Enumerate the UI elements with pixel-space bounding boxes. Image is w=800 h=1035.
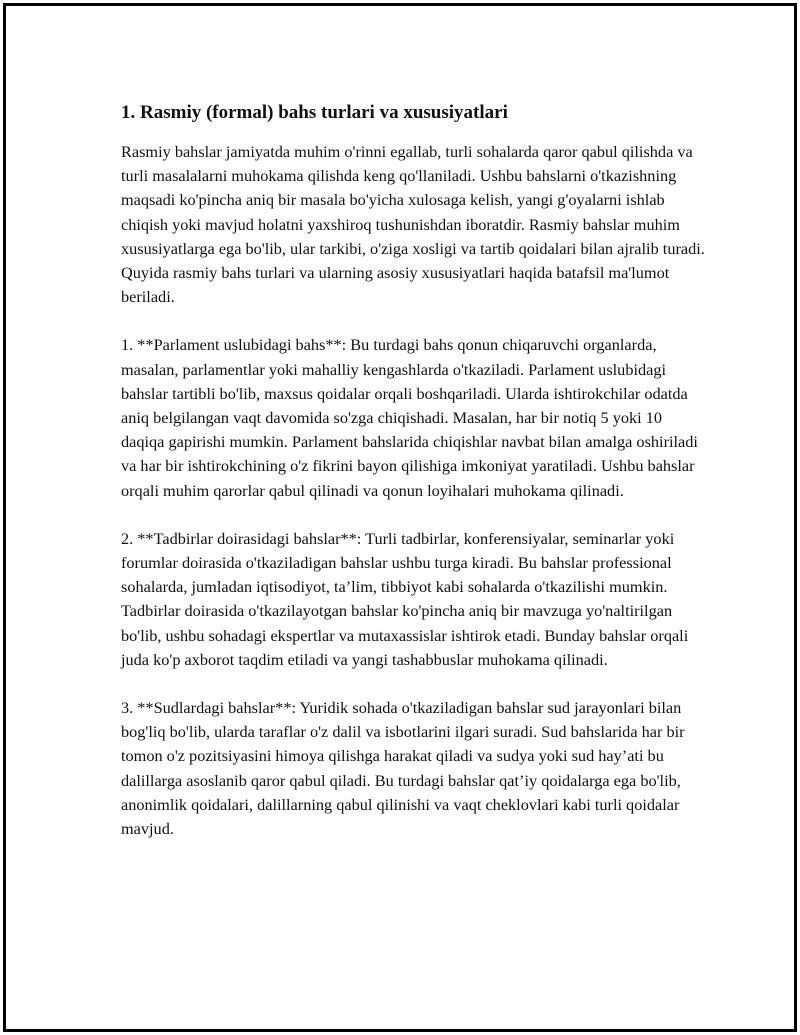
parliamentary-debate-paragraph: 1. **Parlament uslubidagi bahs**: Bu turdagi bahs qonun chiqaruvchi organlarda, masalan, parlamentlar yoki mahalliy kengashlarda o'tkaziladi. Parlament uslubidagi bahslar tartibli bo'lib, maxsus qoidalar orqali boshqariladi. Ularda ishtirokchilar odatda aniq belgilangan vaqt davomida so'zga chiqishadi. Masalan, har bir notiq 5 yoki 10 daqiqa gapirishi mumkin. Parlament bahslarida chiqishlar navbat bilan amalga oshiriladi va har bir ishtirokchining o'z fikrini bayon qilishiga imkoniyat yaratiladi. Ushbu bahslar orqali muhim qarorlar qabul qilinadi va qonun loyihalari muhokama qilinadi. bbox=[121, 335, 698, 500]
section-heading: 1. Rasmiy (formal) bahs turlari va xususiyatlari bbox=[121, 102, 508, 123]
document-body bbox=[121, 100, 706, 865]
intro-paragraph: Rasmiy bahslar jamiyatda muhim o'rinni egallab, turli sohalarda qaror qabul qilishda va turli masalalarni muhokama qilishda keng qo'llaniladi. Ushbu bahslarni o'tkazishning maqsadi ko'pincha aniq bir masala bo'yicha xulosaga kelish, yangi g'oyalarni ishlab chiqish yoki mavjud holatni yaxshiroq tushunishdan iboratdir. Rasmiy bahslar muhim xususiyatlarga ega bo'lib, ular tarkibi, o'ziga xosligi va tartib qoidalari bilan ajralib turadi. Quyida rasmiy bahs turlari va ularning asosiy xususiyatlari haqida batafsil ma'lumot beriladi. bbox=[121, 142, 705, 307]
page-frame bbox=[3, 3, 797, 1032]
event-debate-paragraph: 2. **Tadbirlar doirasidagi bahslar**: Turli tadbirlar, konferensiyalar, seminarlar yoki forumlar doirasida o'tkaziladigan bahslar ushbu turga kiradi. Bu bahslar professional sohalarda, jumladan iqtisodiyot, ta’lim, tibbiyot kabi sohalarda o'tkazilishi mumkin. Tadbirlar doirasida o'tkazilayotgan bahslar ko'pincha aniq bir mavzuga yo'naltirilgan bo'lib, ushbu sohadagi ekspertlar va mutaxassislar ishtirok etadi. Bunday bahslar orqali juda ko'p axborot taqdim etiladi va yangi tashabbuslar muhokama qilinadi. bbox=[121, 528, 689, 669]
court-debate-paragraph: 3. **Sudlardagi bahslar**: Yuridik sohada o'tkaziladigan bahslar sud jarayonlari bilan bog'liq bo'lib, ularda taraflar o'z dalil va isbotlarini ilgari suradi. Sud bahslarida har bir tomon o'z pozitsiyasini himoya qilishga harakat qiladi va sudya yoki sud hay’ati bu dalillarga asoslanib qaror qabul qiladi. Bu turdagi bahslar qat’iy qoidalarga ega bo'lib, anonimlik qoidalari, dalillarning qabul qilinishi va vaqt cheklovlari kabi turli qoidalar mavjud. bbox=[121, 698, 685, 839]
